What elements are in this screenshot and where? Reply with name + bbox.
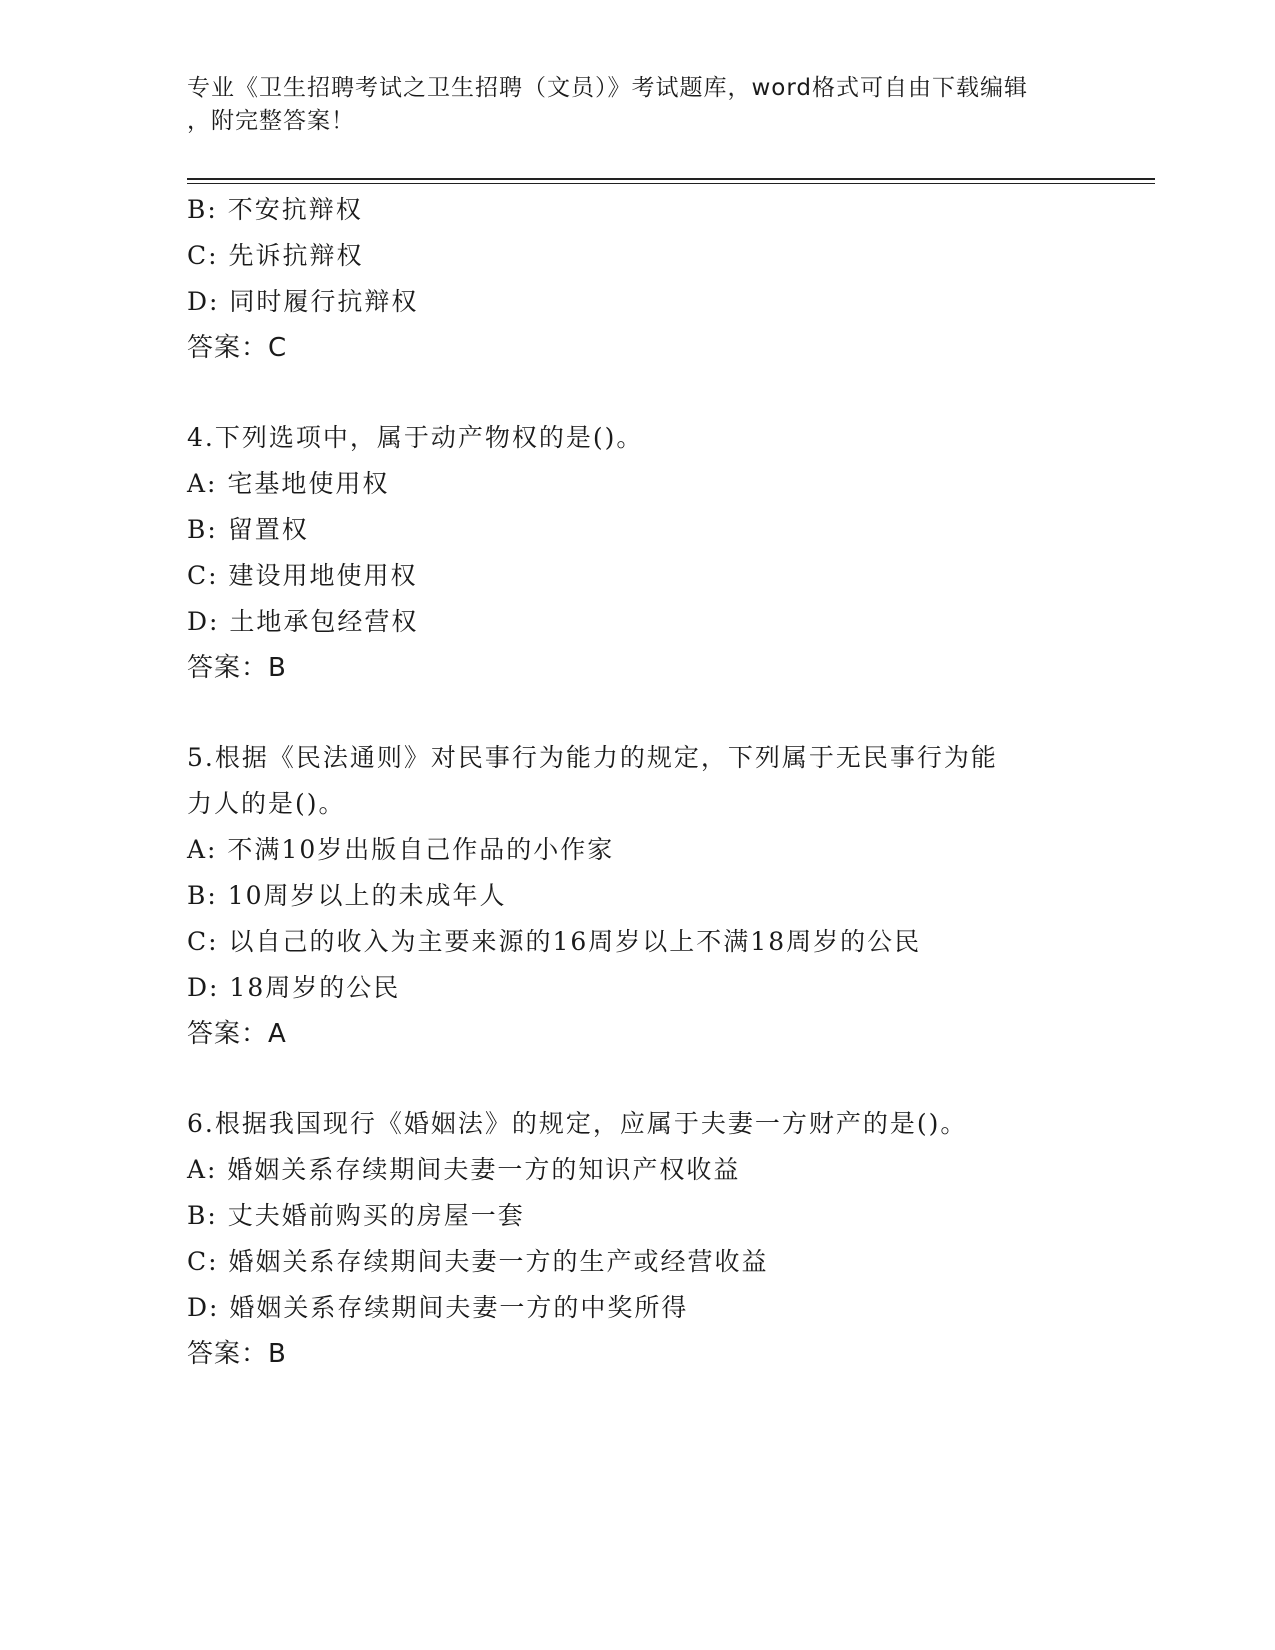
spacer [187,371,1087,415]
answer-line: 答案：B [187,1339,287,1369]
option-a: A: 婚姻关系存续期间夫妻一方的知识产权收益 [187,1155,741,1184]
header-divider-thin [187,183,1155,184]
question-stem-continued: 力人的是()。 [187,789,346,818]
header-divider-thick [187,178,1155,180]
option-c: C: 先诉抗辩权 [187,241,364,270]
header-title-line-2: ，附完整答案！ [187,108,355,134]
question-stem: 4.下列选项中，属于动产物权的是()。 [187,423,644,452]
spacer [187,1057,1087,1101]
option-d: D: 婚姻关系存续期间夫妻一方的中奖所得 [187,1293,689,1322]
document-header [187,72,1077,138]
question-6 [187,1101,1087,1377]
answer-line: 答案：A [187,1019,287,1049]
question-5 [187,735,1087,1057]
question-stem: 5.根据《民法通则》对民事行为能力的规定，下列属于无民事行为能 [187,743,998,772]
header-title-line-1: 专业《卫生招聘考试之卫生招聘（文员）》考试题库，word格式可自由下载编辑 [187,75,1029,101]
option-b: B: 留置权 [187,515,309,544]
question-stem: 6.根据我国现行《婚姻法》的规定，应属于夫妻一方财产的是()。 [187,1109,968,1138]
option-b: B: 10周岁以上的未成年人 [187,881,507,910]
option-d: D: 土地承包经营权 [187,607,419,636]
option-b: B: 不安抗辩权 [187,195,363,224]
option-d: D: 同时履行抗辩权 [187,287,419,316]
option-a: A: 宅基地使用权 [187,469,390,498]
option-c: C: 以自己的收入为主要来源的16周岁以上不满18周岁的公民 [187,927,922,956]
option-c: C: 建设用地使用权 [187,561,418,590]
question-list [187,187,1087,1377]
answer-line: 答案：B [187,653,287,683]
option-b: B: 丈夫婚前购买的房屋一套 [187,1201,525,1230]
answer-line: 答案：C [187,333,288,363]
option-d: D: 18周岁的公民 [187,973,401,1002]
question-3-continuation [187,187,1087,371]
option-a: A: 不满10岁出版自己作品的小作家 [187,835,615,864]
question-4 [187,415,1087,691]
option-c: C: 婚姻关系存续期间夫妻一方的生产或经营收益 [187,1247,769,1276]
spacer [187,691,1087,735]
